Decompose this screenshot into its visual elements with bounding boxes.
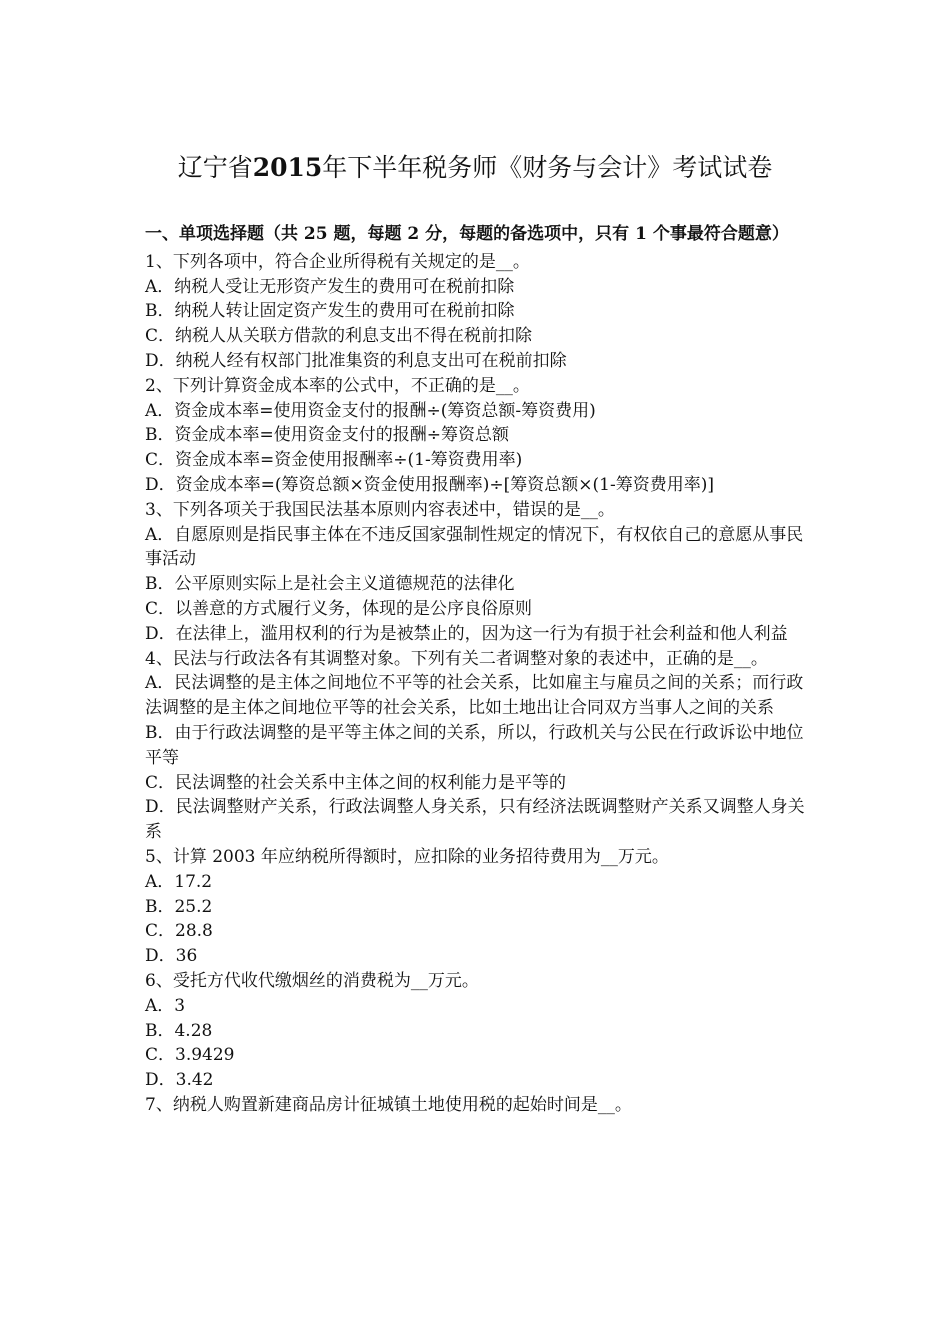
option-a: A．17.2 (145, 871, 213, 892)
question-7 (145, 1093, 810, 1118)
option-c: C．民法调整的社会关系中主体之间的权利能力是平等的 (145, 772, 567, 793)
option-a: A．资金成本率=使用资金支付的报酬÷(筹资总额-筹资费用) (145, 400, 596, 421)
option-c: C．28.8 (145, 921, 213, 942)
title-year: 2015 (252, 153, 323, 182)
option-c: C．纳税人从关联方借款的利息支出不得在税前扣除 (145, 326, 533, 347)
option-a: A．民法调整的是主体之间地位不平等的社会关系，比如雇主与雇员之间的关系；而行政法调整的是主体之间地位平等的社会关系，比如土地出让合同双方当事人之间的关系 (145, 673, 804, 719)
exam-content (145, 222, 810, 1118)
option-d: D．在法律上，滥用权利的行为是被禁止的，因为这一行为有损于社会利益和他人利益 (145, 623, 788, 644)
question-4 (145, 647, 810, 845)
question-stem: 7、纳税人购置新建商品房计征城镇土地使用税的起始时间是__。 (145, 1094, 632, 1115)
question-stem: 1、下列各项中，符合企业所得税有关规定的是__。 (145, 251, 530, 272)
title-suffix: 年下半年税务师《财务与会计》考试试卷 (322, 153, 773, 182)
option-d: D．纳税人经有权部门批准集资的利息支出可在税前扣除 (145, 350, 567, 371)
question-stem: 3、下列各项关于我国民法基本原则内容表述中，错误的是__。 (145, 499, 615, 520)
option-b: B．资金成本率=使用资金支付的报酬÷筹资总额 (145, 425, 509, 446)
option-b: B．4.28 (145, 1020, 213, 1041)
question-3 (145, 498, 810, 647)
question-stem: 2、下列计算资金成本率的公式中，不正确的是__。 (145, 375, 530, 396)
option-d: D．36 (145, 946, 198, 967)
option-a: A．3 (145, 995, 186, 1016)
section-heading: 一、单项选择题（共 25 题，每题 2 分，每题的备选项中，只有 1 个事最符合题意） (145, 224, 789, 244)
question-2 (145, 374, 810, 498)
title-prefix: 辽宁省 (177, 153, 253, 182)
option-a: A．纳税人受让无形资产发生的费用可在税前扣除 (145, 276, 515, 297)
option-d: D．资金成本率=(筹资总额×资金使用报酬率)÷[筹资总额×(1-筹资费用率)] (145, 474, 714, 495)
question-stem: 4、民法与行政法各有其调整对象。下列有关二者调整对象的表述中，正确的是__。 (145, 648, 768, 669)
question-1 (145, 250, 810, 374)
option-d: D．3.42 (145, 1070, 214, 1091)
option-a: A．自愿原则是指民事主体在不违反国家强制性规定的情况下，有权依自己的意愿从事民事活动 (145, 524, 804, 570)
question-stem: 6、受托方代收代缴烟丝的消费税为__万元。 (145, 970, 479, 991)
question-5 (145, 845, 810, 969)
page-title (0, 148, 950, 188)
option-c: C．3.9429 (145, 1045, 235, 1066)
question-stem: 5、计算 2003 年应纳税所得额时，应扣除的业务招待费用为__万元。 (145, 846, 669, 867)
option-b: B．纳税人转让固定资产发生的费用可在税前扣除 (145, 301, 515, 322)
option-c: C．资金成本率=资金使用报酬率÷(1-筹资费用率) (145, 450, 523, 471)
option-b: B．25.2 (145, 896, 213, 917)
option-b: B．公平原则实际上是社会主义道德规范的法律化 (145, 574, 515, 595)
question-6 (145, 969, 810, 1093)
option-d: D．民法调整财产关系，行政法调整人身关系，只有经济法既调整财产关系又调整人身关系 (145, 797, 805, 843)
option-c: C．以善意的方式履行义务，体现的是公序良俗原则 (145, 598, 533, 619)
option-b: B．由于行政法调整的是平等主体之间的关系，所以，行政机关与公民在行政诉讼中地位平等 (145, 722, 804, 768)
